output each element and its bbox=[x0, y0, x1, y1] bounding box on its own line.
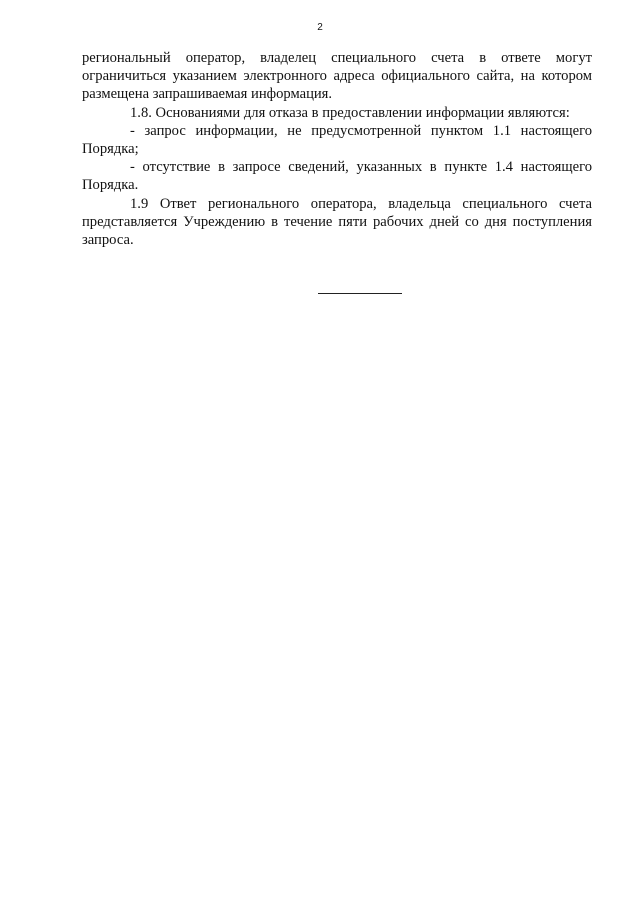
paragraph-response-deadline: 1.9 Ответ регионального оператора, владельца специального счета представляется Учреждению в течение пяти рабочих дней со дня поступления запроса. bbox=[82, 195, 592, 249]
list-item-missing-details: - отсутствие в запросе сведений, указанных в пункте 1.4 настоящего Порядка. bbox=[82, 159, 592, 194]
end-of-document-line bbox=[318, 293, 402, 294]
page-number: 2 bbox=[317, 22, 323, 33]
document-body bbox=[82, 49, 592, 249]
list-item-request-not-provided: - запрос информации, не предусмотренной пунктом 1.1 настоящего Порядка; bbox=[82, 122, 592, 158]
paragraph-refusal-grounds: 1.8. Основаниями для отказа в предоставлении информации являются: bbox=[130, 104, 570, 121]
paragraph-continuation: региональный оператор, владелец специального счета в ответе могут ограничиться указанием электронного адреса официального сайта, на котором размещена запрашиваемая информация. bbox=[82, 50, 592, 103]
